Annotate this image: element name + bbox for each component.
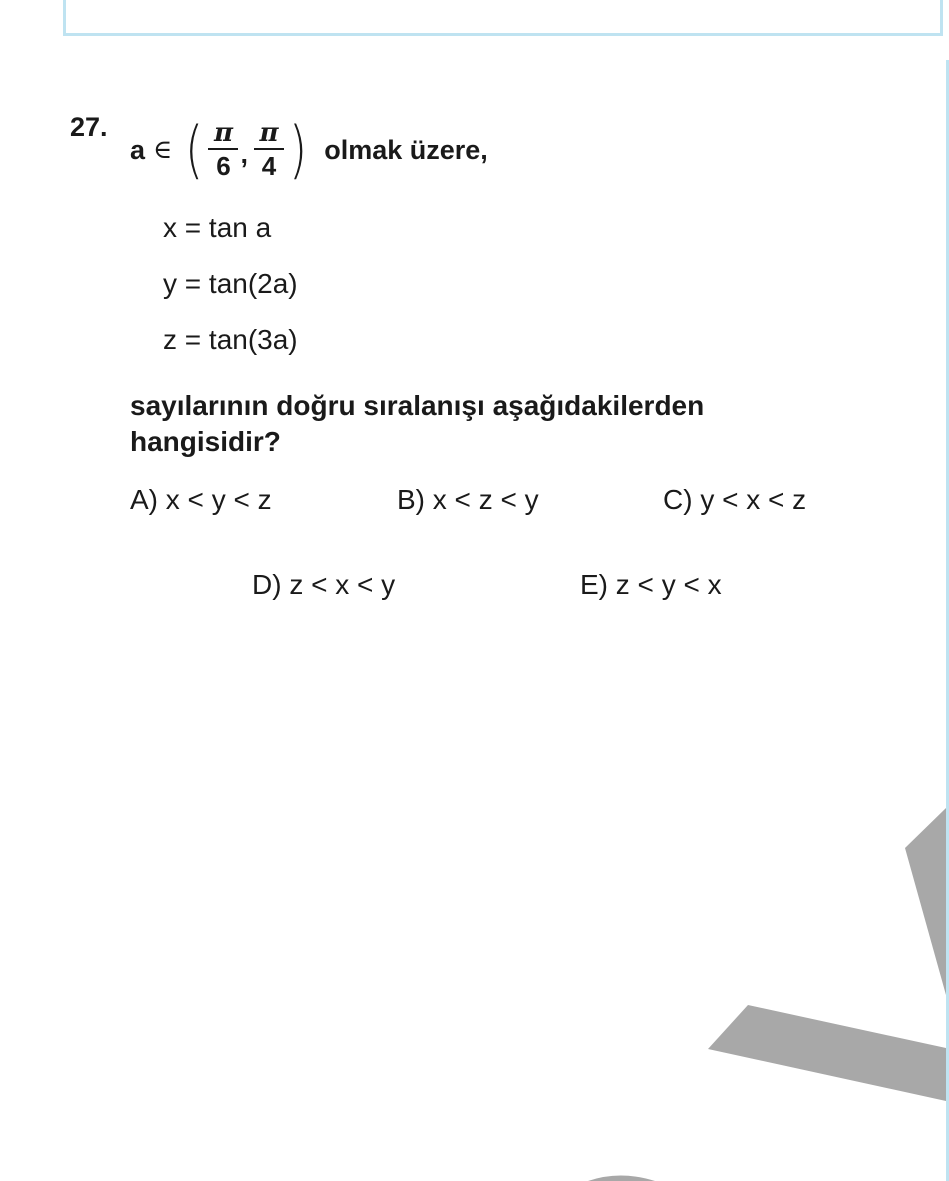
interval-comma: , xyxy=(240,138,248,169)
decorative-triangle-upper xyxy=(905,808,946,995)
fraction-upper-denominator: 4 xyxy=(261,151,277,181)
option-c[interactable]: C) y < x < z xyxy=(663,484,807,515)
fraction-lower-numerator: π xyxy=(213,118,233,148)
option-e[interactable]: E) z < y < x xyxy=(580,569,722,600)
question-stem xyxy=(130,110,488,190)
stem-tail: olmak üzere, xyxy=(324,134,488,165)
decorative-band-lower xyxy=(708,1005,946,1101)
fraction-lower-denominator: 6 xyxy=(216,151,231,181)
equation-y: y = tan(2a) xyxy=(163,268,298,299)
element-of-symbol: ∈ xyxy=(153,135,173,165)
fraction-upper-bound xyxy=(254,118,284,182)
option-d[interactable]: D) z < x < y xyxy=(252,569,396,600)
question-prompt: sayılarının doğru sıralanışı aşağıdakilerden hangisidir? xyxy=(130,390,705,457)
question-number: 27. xyxy=(70,112,108,142)
close-paren: ) xyxy=(289,113,308,186)
decorative-arc-bottom xyxy=(588,1176,655,1181)
open-paren: ( xyxy=(185,113,204,186)
stem-variable: a xyxy=(130,134,146,165)
fraction-lower-bound xyxy=(208,118,238,182)
equation-x: x = tan a xyxy=(163,212,272,243)
option-a[interactable]: A) x < y < z xyxy=(130,484,272,515)
option-b[interactable]: B) x < z < y xyxy=(397,484,539,515)
fraction-upper-numerator: π xyxy=(259,118,279,148)
equation-z: z = tan(3a) xyxy=(163,324,298,355)
